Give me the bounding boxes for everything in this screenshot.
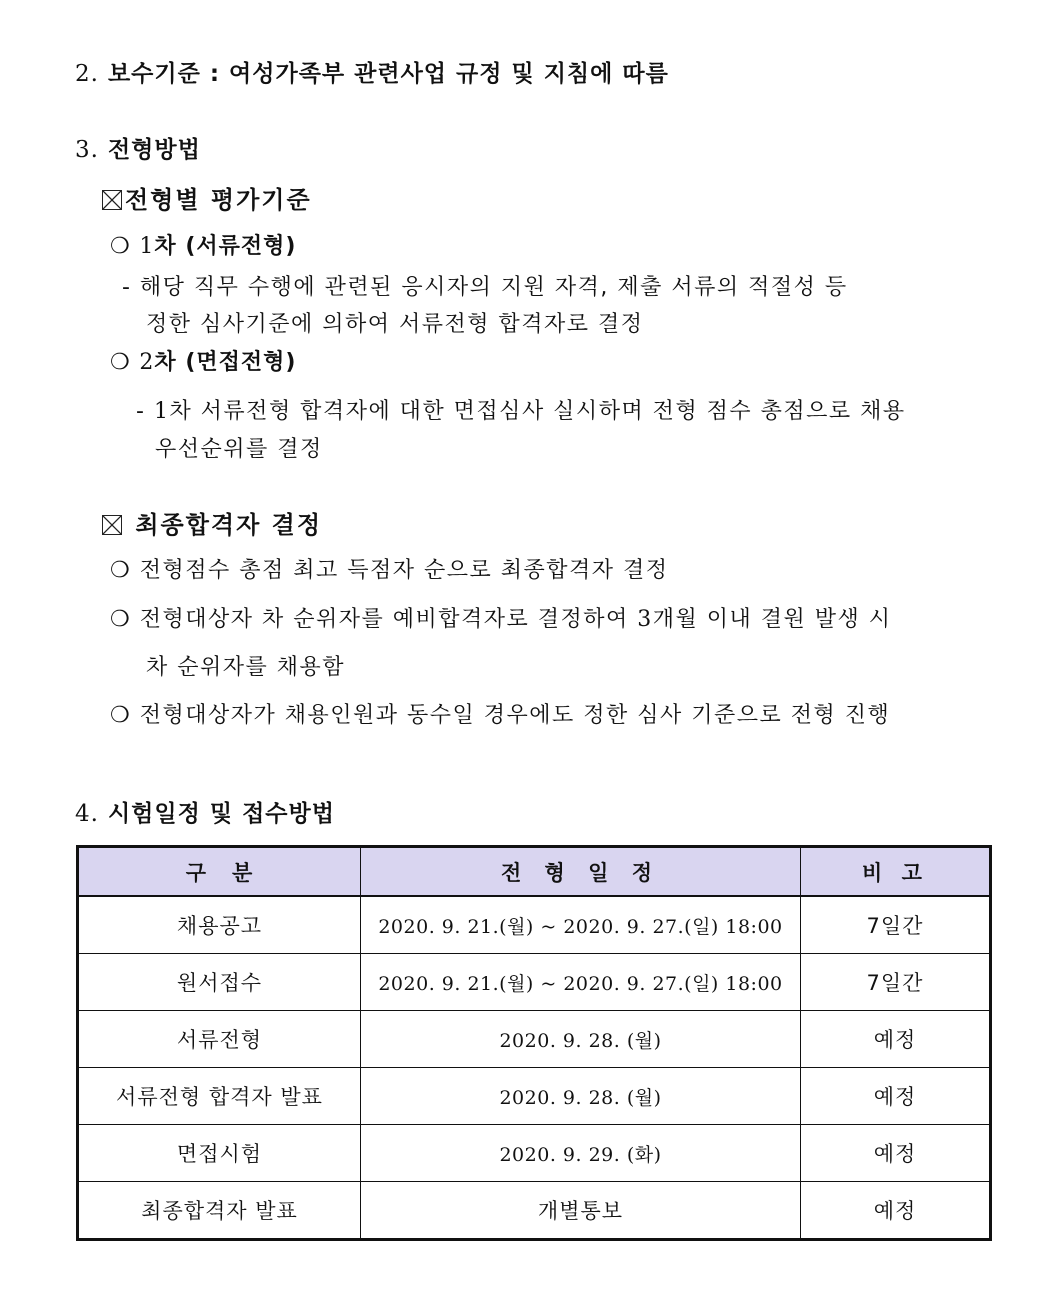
header-note: 비 고 [801,847,991,897]
criteria-heading [102,180,312,215]
final-item-1 [110,553,669,584]
second-stage-label: 차 (면접전형) [154,350,297,375]
table-row [78,1011,991,1068]
table-row [78,896,991,954]
row-note: 7일간 [801,954,991,1011]
row-schedule: 2020. 9. 21.(월) ~ 2020. 9. 27.(일) 18:00 [361,896,801,954]
second-stage-heading [110,345,296,376]
first-stage-label: 차 (서류전형) [154,234,297,259]
checkbox-x-icon [102,190,122,210]
first-stage-desc-line1: - 해당 직무 수행에 관련된 응시자의 지원 자격, 제출 서류의 적절성 등 [122,275,848,300]
first-stage-heading [110,229,296,260]
second-stage-desc-text: 차 서류전형 합격자에 대한 면접심사 실시하며 전형 점수 총점으로 채용 [169,399,906,424]
table-row [78,954,991,1011]
checkbox-x-icon [102,515,122,535]
section-3-title: 전형방법 [107,137,201,163]
row-category: 면접시험 [78,1125,361,1182]
final-item-2-number: 3 [637,607,653,632]
criteria-title: 전형별 평가기준 [125,186,312,214]
table-row [78,1182,991,1240]
row-note: 예정 [801,1125,991,1182]
final-item-2-text-a: 전형대상자 차 순위자를 예비합격자로 결정하여 [139,607,638,632]
section-3-heading [75,131,201,164]
final-item-1-text: 전형점수 총점 최고 득점자 순으로 최종합격자 결정 [139,558,669,583]
row-category: 원서접수 [78,954,361,1011]
row-note: 예정 [801,1068,991,1125]
section-2-number: 2. [75,61,99,87]
final-item-3-text: 전형대상자가 채용인원과 동수일 경우에도 정한 심사 기준으로 전형 진행 [139,703,891,728]
first-stage-desc-line2: 정한 심사기준에 의하여 서류전형 합격자로 결정 [146,312,644,337]
row-category: 최종합격자 발표 [78,1182,361,1240]
row-note: 예정 [801,1182,991,1240]
section-2-heading [75,55,669,88]
row-schedule: 2020. 9. 28. (월) [361,1011,801,1068]
row-note: 예정 [801,1011,991,1068]
row-schedule: 2020. 9. 28. (월) [361,1068,801,1125]
header-category: 구 분 [78,847,361,897]
circle-bullet-icon: ❍ [110,558,132,583]
table-row [78,1125,991,1182]
final-item-2-line2: 차 순위자를 채용함 [146,655,346,680]
schedule-table [76,845,992,1241]
circle-bullet-icon: ❍ [110,350,131,375]
section-4-heading [75,795,335,828]
row-category: 서류전형 합격자 발표 [78,1068,361,1125]
dash-marker: - [136,399,154,424]
section-2-text: 보수기준 : 여성가족부 관련사업 규정 및 지침에 따름 [107,61,669,87]
section-3-number: 3. [75,137,99,163]
first-stage-number: 1 [139,234,155,259]
final-title: 최종합격자 결정 [135,511,323,539]
row-category: 서류전형 [78,1011,361,1068]
header-schedule: 전 형 일 정 [361,847,801,897]
final-item-2-text-b: 개월 이내 결원 발생 시 [652,607,892,632]
circle-bullet-icon: ❍ [110,234,131,259]
section-4-number: 4. [75,801,99,827]
section-4-title: 시험일정 및 접수방법 [107,801,335,827]
row-schedule: 2020. 9. 29. (화) [361,1125,801,1182]
second-stage-desc-line2: 우선순위를 결정 [155,437,323,462]
second-stage-desc-number: 1 [153,399,170,424]
final-heading [102,505,322,540]
table-header-row [78,847,991,897]
row-category: 채용공고 [78,896,361,954]
row-note: 7일간 [801,896,991,954]
table-row [78,1068,991,1125]
row-schedule: 2020. 9. 21.(월) ~ 2020. 9. 27.(일) 18:00 [361,954,801,1011]
final-item-3 [110,698,890,729]
row-schedule: 개별통보 [361,1182,801,1240]
second-stage-desc-line1 [136,394,906,425]
circle-bullet-icon: ❍ [110,607,132,632]
second-stage-number: 2 [139,350,155,375]
final-item-2 [110,602,892,633]
circle-bullet-icon: ❍ [110,703,132,728]
